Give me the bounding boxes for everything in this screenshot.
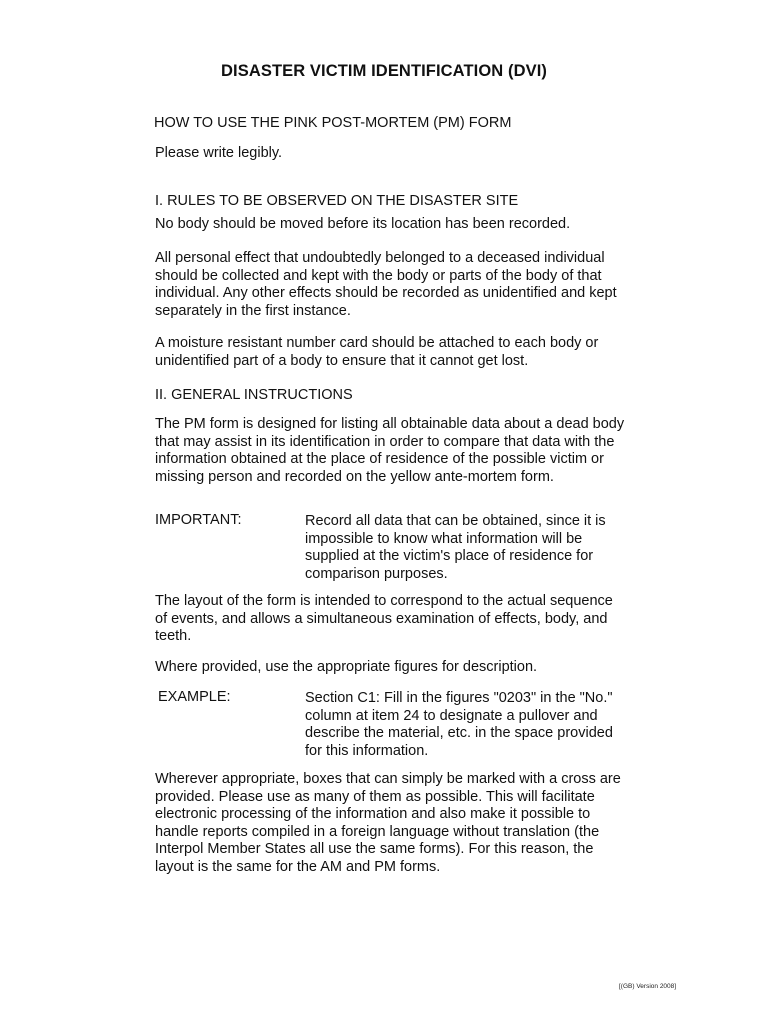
form-subheading: HOW TO USE THE PINK POST-MORTEM (PM) FORM	[154, 115, 512, 131]
section-2-heading: II. GENERAL INSTRUCTIONS	[155, 387, 353, 403]
layout-paragraph: The layout of the form is intended to correspond to the actual sequence of events, and allows a simultaneous examination of effects, body, and teeth.	[155, 593, 613, 644]
important-label: IMPORTANT:	[155, 512, 242, 528]
section-1-paragraph: No body should be moved before its location has been recorded.	[155, 216, 571, 232]
example-text: Section C1: Fill in the figures "0203" in the "No." column at item 24 to designate a pullover and describe the material, etc. in the space provided for this information.	[305, 690, 613, 759]
page-title: DISASTER VICTIM IDENTIFICATION (DVI)	[221, 62, 547, 80]
legibility-note: Please write legibly.	[155, 145, 283, 161]
closing-paragraph: Wherever appropriate, boxes that can simply be marked with a cross are provided. Please use as many of them as possible. This will facilitate electronic processing of the information and also make it possible to handle reports compiled in a foreign language without translation (the Interpol Member States all use the same forms). For this reason, the layout is the same for the AM and PM forms.	[155, 771, 621, 875]
section-1-paragraph: A moisture resistant number card should be attached to each body or unidentified part of a body to ensure that it cannot get lost.	[155, 335, 599, 369]
example-label: EXAMPLE:	[158, 689, 231, 705]
section-1-paragraph: All personal effect that undoubtedly belonged to a deceased individual should be collected and kept with the body or parts of the body of that individual. Any other effects should be recorded as unidentified and kept separately in the first instance.	[155, 250, 617, 319]
important-text: Record all data that can be obtained, since it is impossible to know what information will be supplied at the victim's place of residence for comparison purposes.	[305, 513, 606, 582]
section-2-intro: The PM form is designed for listing all obtainable data about a dead body that may assist in its identification in order to compare that data with the information obtained at the place of residence of the possible victim or missing person and recorded on the yellow ante-mortem form.	[155, 416, 625, 485]
version-footer: [(GB) Version 2008]	[619, 983, 677, 990]
figures-paragraph: Where provided, use the appropriate figures for description.	[155, 659, 538, 675]
section-1-heading: I. RULES TO BE OBSERVED ON THE DISASTER SITE	[155, 193, 519, 209]
